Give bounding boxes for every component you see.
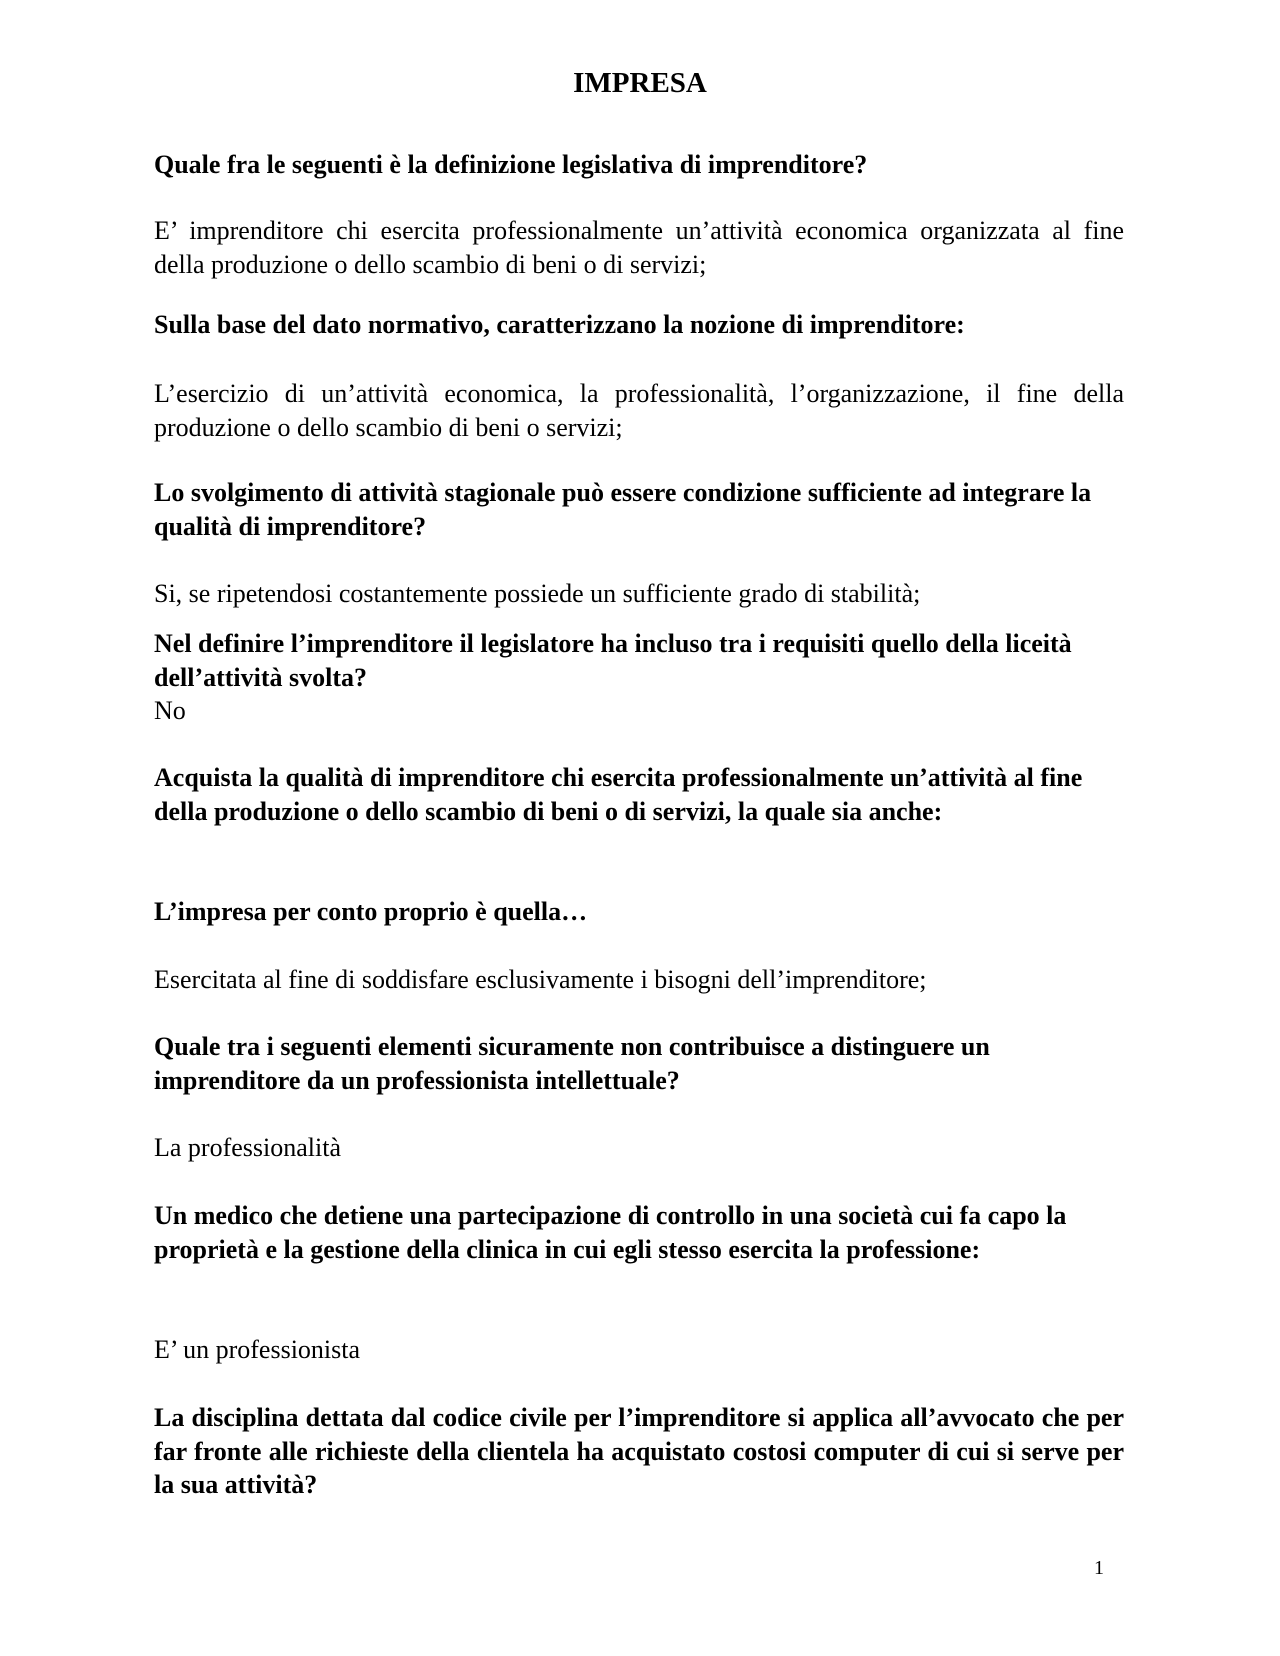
answer-1: E’ imprenditore chi esercita professionalmente un’attività economica organizzata al fine della produzione o dello scambio di beni o di servizi; — [154, 216, 1124, 279]
question-1: Quale fra le seguenti è la definizione legislativa di imprenditore? — [154, 150, 868, 179]
question-9: La disciplina dettata dal codice civile per l’imprenditore si applica all’avvocato che per far fronte alle richieste della clientela ha acquistato costosi computer di cui si serve per la sua attività? — [154, 1403, 1124, 1499]
question-6: L’impresa per conto proprio è quella… — [154, 897, 588, 926]
answer-3: Si, se ripetendosi costantemente possiede un sufficiente grado di stabilità; — [154, 579, 921, 608]
question-8: Un medico che detiene una partecipazione di controllo in una società cui fa capo la proprietà e la gestione della clinica in cui egli stesso esercita la professione: — [154, 1201, 1067, 1264]
question-7: Quale tra i seguenti elementi sicuramente non contribuisce a distinguere un imprenditore da un professionista intellettuale? — [154, 1032, 990, 1095]
page-number: 1 — [1094, 1557, 1104, 1579]
question-4: Nel definire l’imprenditore il legislatore ha incluso tra i requisiti quello della liceità dell’attività svolta? — [154, 629, 1072, 692]
answer-6: Esercitata al fine di soddisfare esclusivamente i bisogni dell’imprenditore; — [154, 965, 927, 994]
document-title: IMPRESA — [573, 67, 707, 99]
answer-8: E’ un professionista — [154, 1335, 361, 1364]
answer-2: L’esercizio di un’attività economica, la professionalità, l’organizzazione, il fine della produzione o dello scambio di beni o servizi; — [154, 379, 1124, 442]
answer-4: No — [154, 696, 186, 725]
question-2: Sulla base del dato normativo, caratterizzano la nozione di imprenditore: — [154, 310, 965, 339]
answer-7: La professionalità — [154, 1133, 341, 1162]
question-3: Lo svolgimento di attività stagionale può essere condizione sufficiente ad integrare la qualità di imprenditore? — [154, 478, 1092, 541]
question-5: Acquista la qualità di imprenditore chi esercita professionalmente un’attività al fine della produzione o dello scambio di beni o di servizi, la quale sia anche: — [154, 763, 1083, 826]
